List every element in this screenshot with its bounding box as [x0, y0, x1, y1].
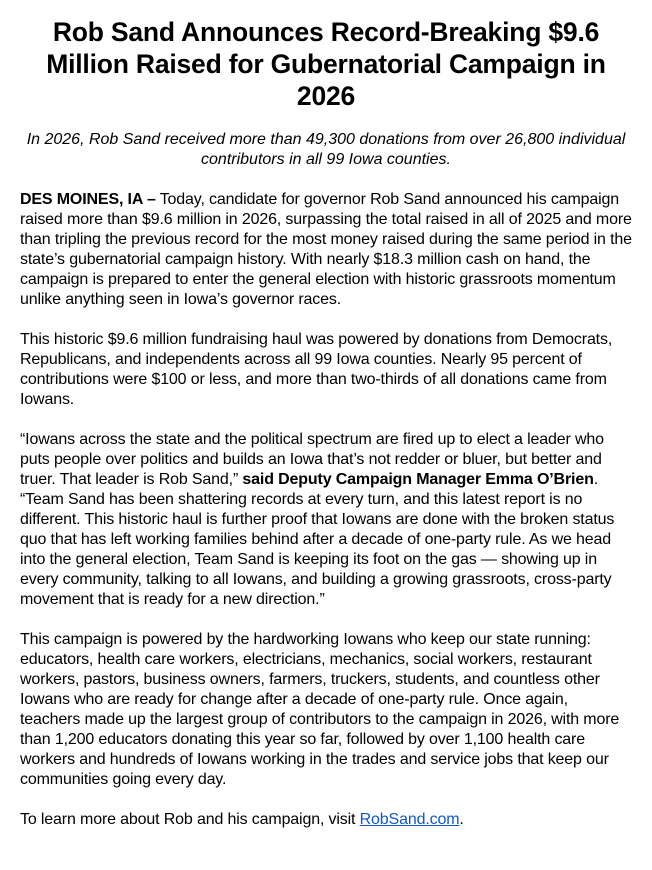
link-period: . — [459, 811, 464, 828]
paragraph-learn-more — [20, 810, 632, 830]
press-release — [0, 16, 652, 870]
paragraph-fundraising: This historic $9.6 million fundraising haul was powered by donations from Democrats, Republicans, and independents across all 99 Iowa counties. Nearly 95 percent of contributions were $100 or less, and more than two-thirds of all donations came from Iowans. — [20, 331, 613, 408]
quote-attribution: said Deputy Campaign Manager Emma O’Brien — [238, 471, 594, 488]
paragraph-intro — [20, 190, 632, 310]
attribution-period: . — [593, 471, 599, 488]
quote-end: “Team Sand has been shattering records at every turn, and this latest report is no different. This historic haul is further proof that Iowans are done with the broken status quo that has left working families behind after a decade of one-party rule. As we head into the general election, Team Sand is keeping its foot on the gas — showing up in every community, talking to all Iowans, and building a growing grassroots, cross-party movement that is ready for a new direction.” — [20, 491, 615, 608]
subheadline: In 2026, Rob Sand received more than 49,300 donations from over 26,800 individual contributors in all 99 Iowa counties. — [26, 131, 626, 168]
quote-start: “Iowans across the state and the political spectrum are fired up to elect a leader who puts people over politics and builds an Iowa that’s not redder or bluer, but better and truer. That leader is Rob Sand,” — [20, 431, 604, 488]
robsand-link[interactable]: RobSand.com — [359, 811, 460, 828]
paragraph-supporters: This campaign is powered by the hardworking Iowans who keep our state running: educators, health care workers, electricians, mechanics, social workers, restaurant workers, pastors, business owners, farmers, truckers, students, and countless other Iowans who are ready for change after a decade of one-party rule. Once again, teachers made up the largest group of contributors to the campaign in 2026, with more than 1,200 educators donating this year so far, followed by over 1,100 health care workers and hundreds of Iowans working in the trades and service jobs that keep our communities going every day. — [20, 631, 620, 788]
intro-text: Today, candidate for governor Rob Sand announced his campaign raised more than $9.6 million in 2026, surpassing the total raised in all of 2025 and more than tripling the previous record for the most money raised during the same period in the state’s gubernatorial campaign history. With nearly $18.3 million cash on hand, the campaign is prepared to enter the general election with historic grassroots momentum unlike anything seen in Iowa’s governor races. — [20, 191, 632, 308]
headline: Rob Sand Announces Record-Breaking $9.6 Million Raised for Gubernatorial Campaign in 2026 — [46, 17, 606, 111]
paragraph-quote — [20, 430, 632, 610]
learn-more-text: To learn more about Rob and his campaign, visit — [20, 811, 360, 828]
dateline: DES MOINES, IA – — [20, 191, 156, 208]
